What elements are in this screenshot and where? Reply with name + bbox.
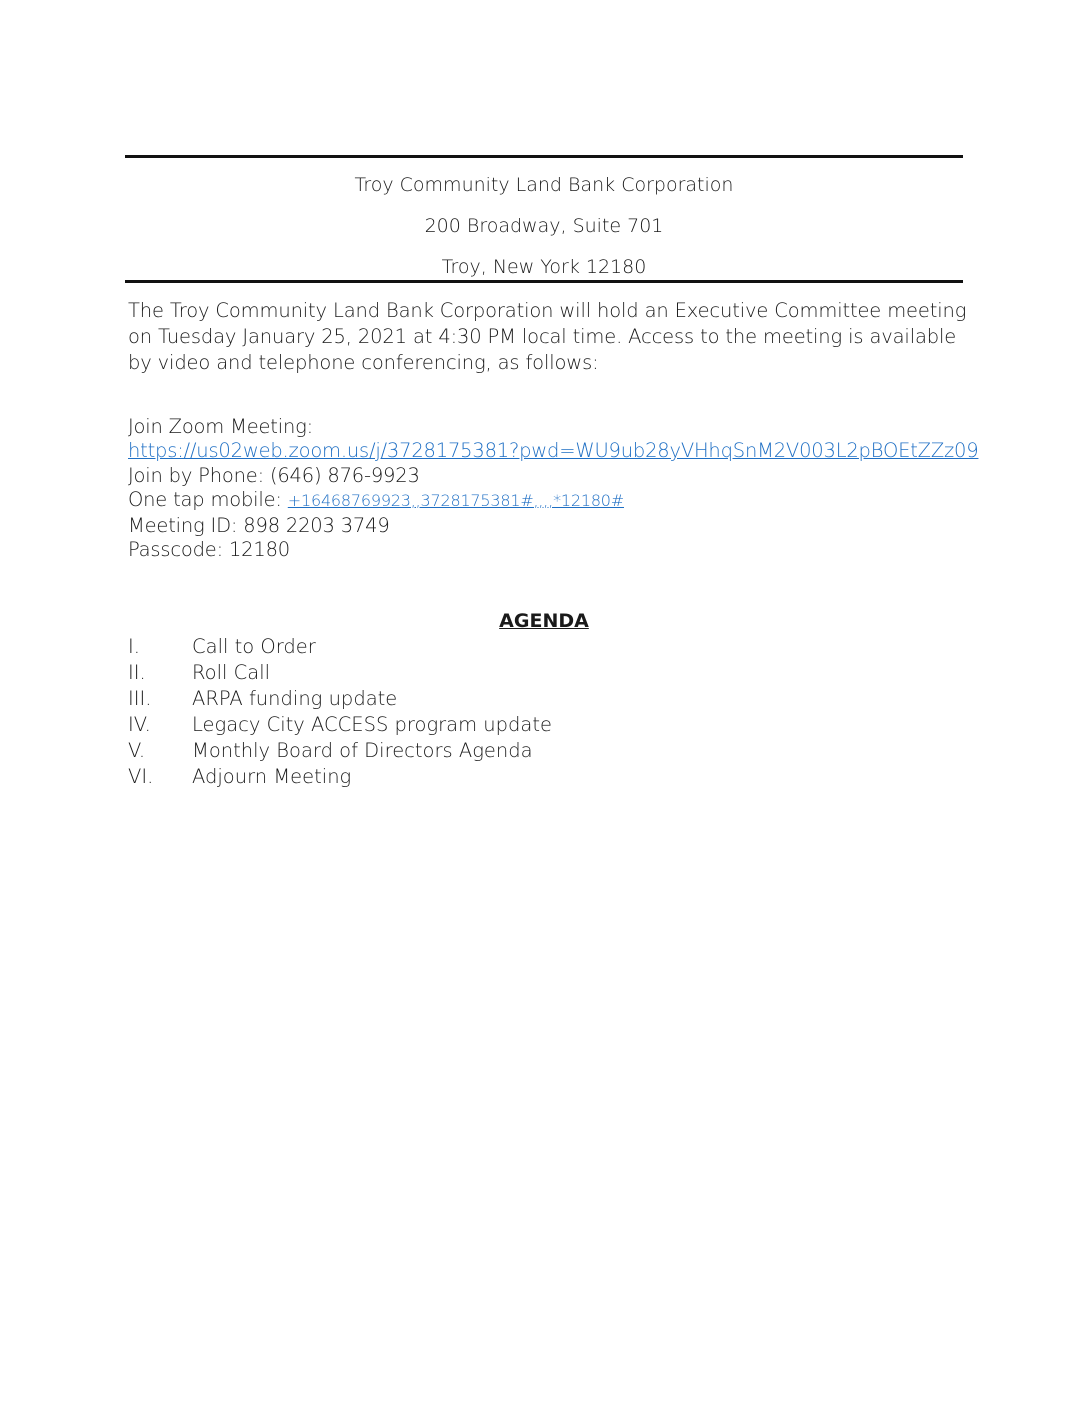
passcode: Passcode: 12180	[128, 538, 290, 562]
org-name: Troy Community Land Bank Corporation	[354, 174, 734, 196]
agenda-item-number: III.	[128, 687, 152, 710]
address-line-2: Troy, New York 12180	[441, 256, 647, 278]
agenda-list	[128, 634, 828, 790]
one-tap-mobile-row	[128, 488, 1028, 513]
agenda-item-label: Adjourn Meeting	[192, 765, 352, 788]
agenda-item-number: VI.	[128, 765, 154, 788]
agenda-item-number: II.	[128, 661, 146, 684]
zoom-join-label: Join Zoom Meeting:	[128, 415, 313, 438]
agenda-item-label: Roll Call	[192, 661, 271, 684]
agenda-item-number: I.	[128, 635, 140, 658]
meeting-id: Meeting ID: 898 2203 3749	[128, 513, 390, 537]
agenda-item	[128, 634, 828, 660]
one-tap-link[interactable]: +16468769923,,3728175381#,,,,*12180#	[287, 491, 624, 511]
zoom-join-link[interactable]: https://us02web.zoom.us/j/3728175381?pwd=WU9ub28yVHhqSnM2V003L2pBOEtZZz09	[128, 439, 979, 463]
meeting-intro-paragraph: The Troy Community Land Bank Corporation will hold an Executive Committee meeting on Tuesday January 25, 2021 at 4:30 PM local time. Access to the meeting is available by video and telephone conferencing, as follows:	[128, 299, 967, 374]
phone-number: Join by Phone: (646) 876-9923	[128, 463, 420, 487]
header-bottom-rule	[125, 280, 963, 283]
agenda-item-label: Call to Order	[192, 635, 316, 658]
one-tap-label: One tap mobile:	[128, 488, 282, 512]
agenda-item-number: IV.	[128, 713, 151, 736]
agenda-item	[128, 686, 828, 712]
agenda-item	[128, 660, 828, 686]
agenda-item	[128, 764, 828, 790]
agenda-item	[128, 738, 828, 764]
agenda-title: AGENDA	[499, 610, 589, 632]
agenda-item	[128, 712, 828, 738]
zoom-details	[128, 415, 1028, 562]
address-line-1: 200 Broadway, Suite 701	[424, 215, 664, 237]
agenda-item-label: ARPA funding update	[192, 687, 398, 710]
header-top-rule	[125, 155, 963, 158]
agenda-item-label: Monthly Board of Directors Agenda	[192, 739, 533, 762]
agenda-item-number: V.	[128, 739, 146, 762]
agenda-item-label: Legacy City ACCESS program update	[192, 713, 553, 736]
